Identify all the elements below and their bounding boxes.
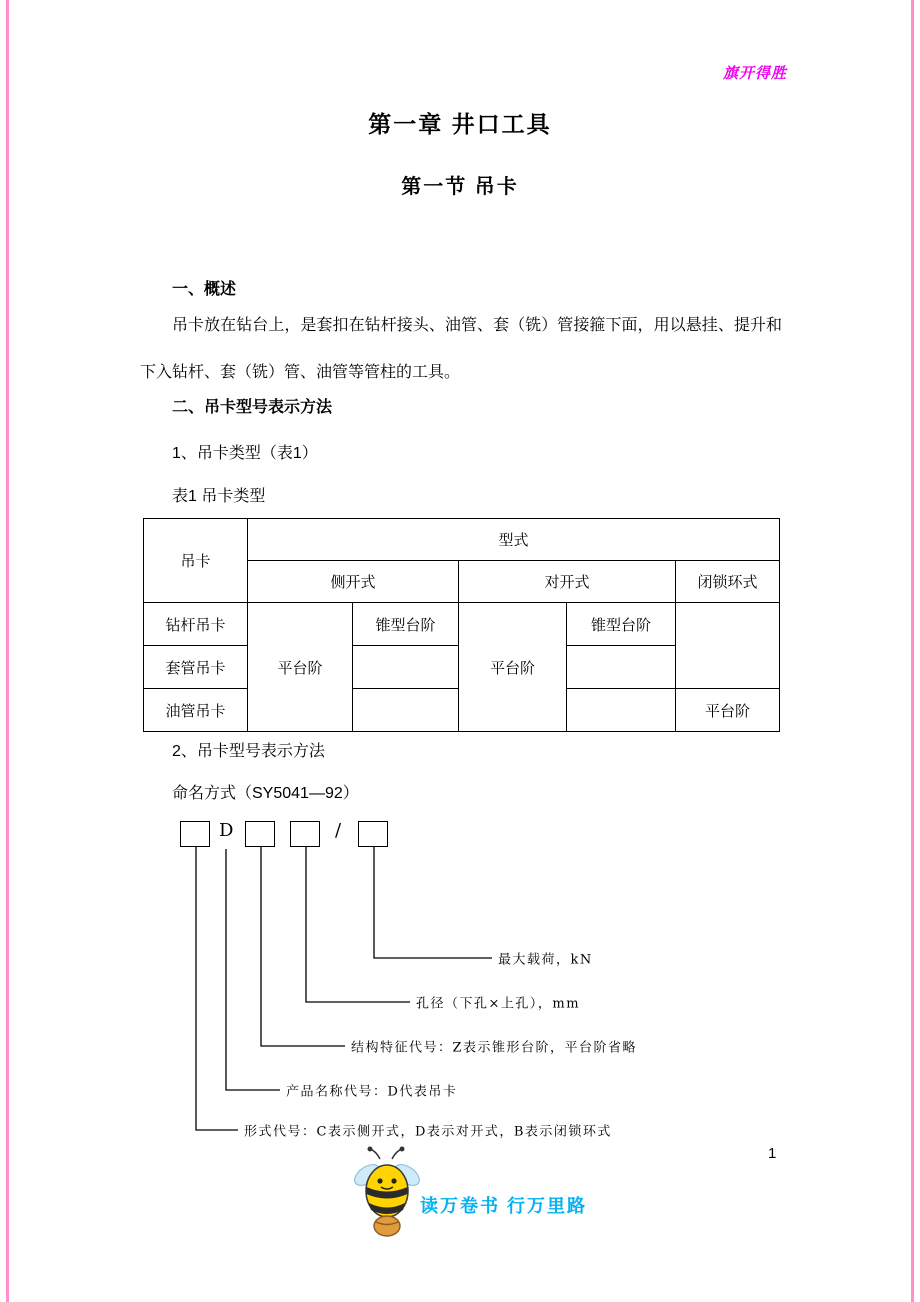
cell-split-taper-step: 锥型台阶 xyxy=(567,603,676,646)
row-header-casing-elevator: 套管吊卡 xyxy=(144,646,248,689)
callout-form-code: 形式代号：C表示侧开式，D表示对开式，B表示闭锁环式 xyxy=(244,1124,612,1140)
list-item-model-method: 2、吊卡型号表示方法 xyxy=(172,743,325,760)
row-header-drillpipe-elevator: 钻杆吊卡 xyxy=(144,603,248,646)
separator-slash: / xyxy=(335,820,342,841)
heading-model-method: 二、吊卡型号表示方法 xyxy=(172,399,333,416)
code-box-form xyxy=(180,821,210,847)
list-item-elevator-types: 1、吊卡类型（表1） xyxy=(172,445,318,462)
model-naming-diagram xyxy=(140,815,820,1150)
cell-empty xyxy=(353,689,459,732)
table-caption: 表1 吊卡类型 xyxy=(172,488,266,505)
product-code-letter: D xyxy=(219,820,234,841)
code-box-load xyxy=(358,821,388,847)
code-box-bore xyxy=(290,821,320,847)
callout-product-code: 产品名称代号：D代表吊卡 xyxy=(286,1084,458,1100)
table-subheader-latch: 闭锁环式 xyxy=(676,561,780,603)
bee-mascot-image xyxy=(350,1145,424,1239)
section-title: 第一节 吊卡 xyxy=(401,176,519,198)
cell-latch-flat-step: 平台阶 xyxy=(676,689,780,732)
table-subheader-side-open: 侧开式 xyxy=(248,561,459,603)
cell-empty xyxy=(567,689,676,732)
table-subheader-split: 对开式 xyxy=(459,561,676,603)
overview-paragraph: 吊卡放在钻台上，是套扣在钻杆接头、油管、套（铣）管接箍下面，用以悬挂、提升和下入钻杆、套（铣）管、油管等管柱的工具。 xyxy=(140,317,782,381)
page-number: 1 xyxy=(768,1145,777,1162)
table-type-header: 型式 xyxy=(248,519,780,561)
row-header-tubing-elevator: 油管吊卡 xyxy=(144,689,248,732)
cell-split-flat-step: 平台阶 xyxy=(459,603,567,732)
cell-sideopen-taper-step: 锥型台阶 xyxy=(353,603,459,646)
code-box-structure xyxy=(245,821,275,847)
cell-empty xyxy=(567,646,676,689)
cell-sideopen-flat-step: 平台阶 xyxy=(248,603,353,732)
callout-structure-code: 结构特征代号：Z表示锥形台阶，平台阶省略 xyxy=(351,1040,638,1056)
callout-bore-size: 孔径（下孔×上孔），mm xyxy=(416,996,581,1012)
cell-empty xyxy=(353,646,459,689)
slogan-watermark: 旗开得胜 xyxy=(722,65,787,82)
footer-motto: 读万卷书 行万里路 xyxy=(420,1196,588,1216)
table-corner-cell: 吊卡 xyxy=(144,519,248,603)
diagram-connector-lines xyxy=(140,815,820,1145)
heading-overview: 一、概述 xyxy=(172,281,237,298)
naming-method-label: 命名方式（SY5041—92） xyxy=(172,785,359,802)
callout-max-load: 最大载荷，kN xyxy=(498,952,593,968)
cell-latch-empty xyxy=(676,603,780,689)
chapter-title: 第一章 井口工具 xyxy=(368,111,552,137)
elevator-type-table xyxy=(143,518,780,732)
